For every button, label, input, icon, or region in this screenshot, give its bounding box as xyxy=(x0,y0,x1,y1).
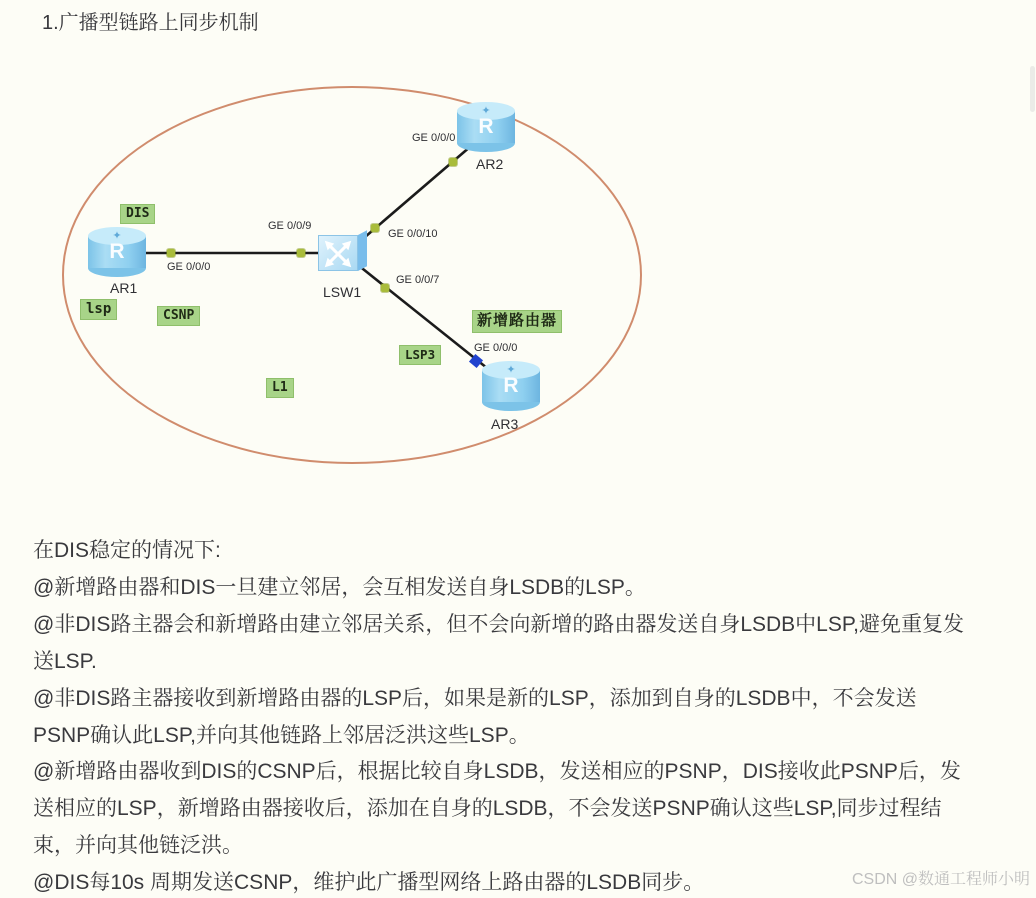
iface-label-lsw1-ge0010: GE 0/0/10 xyxy=(388,228,438,240)
csdn-watermark: CSDN @数通工程师小明 xyxy=(851,871,1030,888)
scrollbar-thumb[interactable] xyxy=(1030,66,1035,112)
body-line: 送相应的LSP，新增路由器接收后，添加在自身的LSDB，不会发送PSNP确认这些LSP,同步过程结 xyxy=(33,797,942,821)
router-node-ar3 xyxy=(482,361,540,411)
router-r-letter: R xyxy=(109,240,125,263)
iface-label-lsw1-ge009: GE 0/0/9 xyxy=(268,220,312,232)
switch-node-lsw1 xyxy=(318,230,368,274)
router-arrows-icon: ✦ xyxy=(481,105,491,117)
body-line: @非DIS路主器会和新增路由建立邻居关系，但不会向新增的路由器发送自身LSDB中LSP,避免重复发 xyxy=(33,612,964,636)
router-node-ar2 xyxy=(457,102,515,152)
link-endpoint-dot xyxy=(449,158,457,166)
iface-label-ar3-ge000: GE 0/0/0 xyxy=(474,342,518,354)
badge-new-router: 新增路由器 xyxy=(472,310,562,333)
switch-arrows-icon xyxy=(320,237,356,271)
router-r-letter: R xyxy=(503,374,519,397)
node-label-ar2: AR2 xyxy=(476,156,504,172)
body-line: @新增路由器和DIS一旦建立邻居，会互相发送自身LSDB的LSP。 xyxy=(33,575,646,599)
iface-label-ar1-ge000: GE 0/0/0 xyxy=(167,261,211,273)
body-line: 送LSP. xyxy=(33,649,97,673)
iface-label-lsw1-ge007: GE 0/0/7 xyxy=(396,274,440,286)
badge-l1: L1 xyxy=(266,378,294,398)
body-line: @非DIS路主器接收到新增路由器的LSP后，如果是新的LSP，添加到自身的LSDB中，不会发送 xyxy=(33,686,917,710)
link-endpoint-dot xyxy=(167,249,175,257)
router-r-letter: R xyxy=(478,115,494,138)
node-label-ar1: AR1 xyxy=(110,280,138,296)
switch-front-face xyxy=(318,235,358,271)
badge-csnp: CSNP xyxy=(157,306,200,326)
link-endpoint-dot xyxy=(297,249,305,257)
node-label-lsw1: LSW1 xyxy=(323,284,362,300)
badge-lsp: lsp xyxy=(80,299,117,320)
switch-side-face xyxy=(358,230,367,271)
badge-dis: DIS xyxy=(120,204,155,224)
iface-label-ar2-ge000: GE 0/0/0 xyxy=(412,132,456,144)
router-arrows-icon: ✦ xyxy=(506,364,516,376)
body-line: 在DIS稳定的情况下: xyxy=(33,539,221,562)
body-line: 束，并向其他链泛洪。 xyxy=(33,834,243,858)
router-node-ar1 xyxy=(88,227,146,277)
link-endpoint-dot xyxy=(371,224,379,232)
body-line: @新增路由器收到DIS的CSNP后，根据比较自身LSDB，发送相应的PSNP，DIS接收此PSNP后，发 xyxy=(33,760,961,784)
link-endpoint-dot xyxy=(381,284,389,292)
body-line: @DIS每10s 周期发送CSNP，维护此广播型网络上路由器的LSDB同步。 xyxy=(33,871,705,895)
article-body xyxy=(33,533,1033,898)
badge-lsp3: LSP3 xyxy=(399,345,441,365)
body-line: PSNP确认此LSP,并向其他链路上邻居泛洪这些LSP。 xyxy=(33,723,530,747)
page-title: 1.广播型链路上同步机制 xyxy=(42,12,259,34)
router-arrows-icon: ✦ xyxy=(112,230,122,242)
node-label-ar3: AR3 xyxy=(491,416,519,432)
